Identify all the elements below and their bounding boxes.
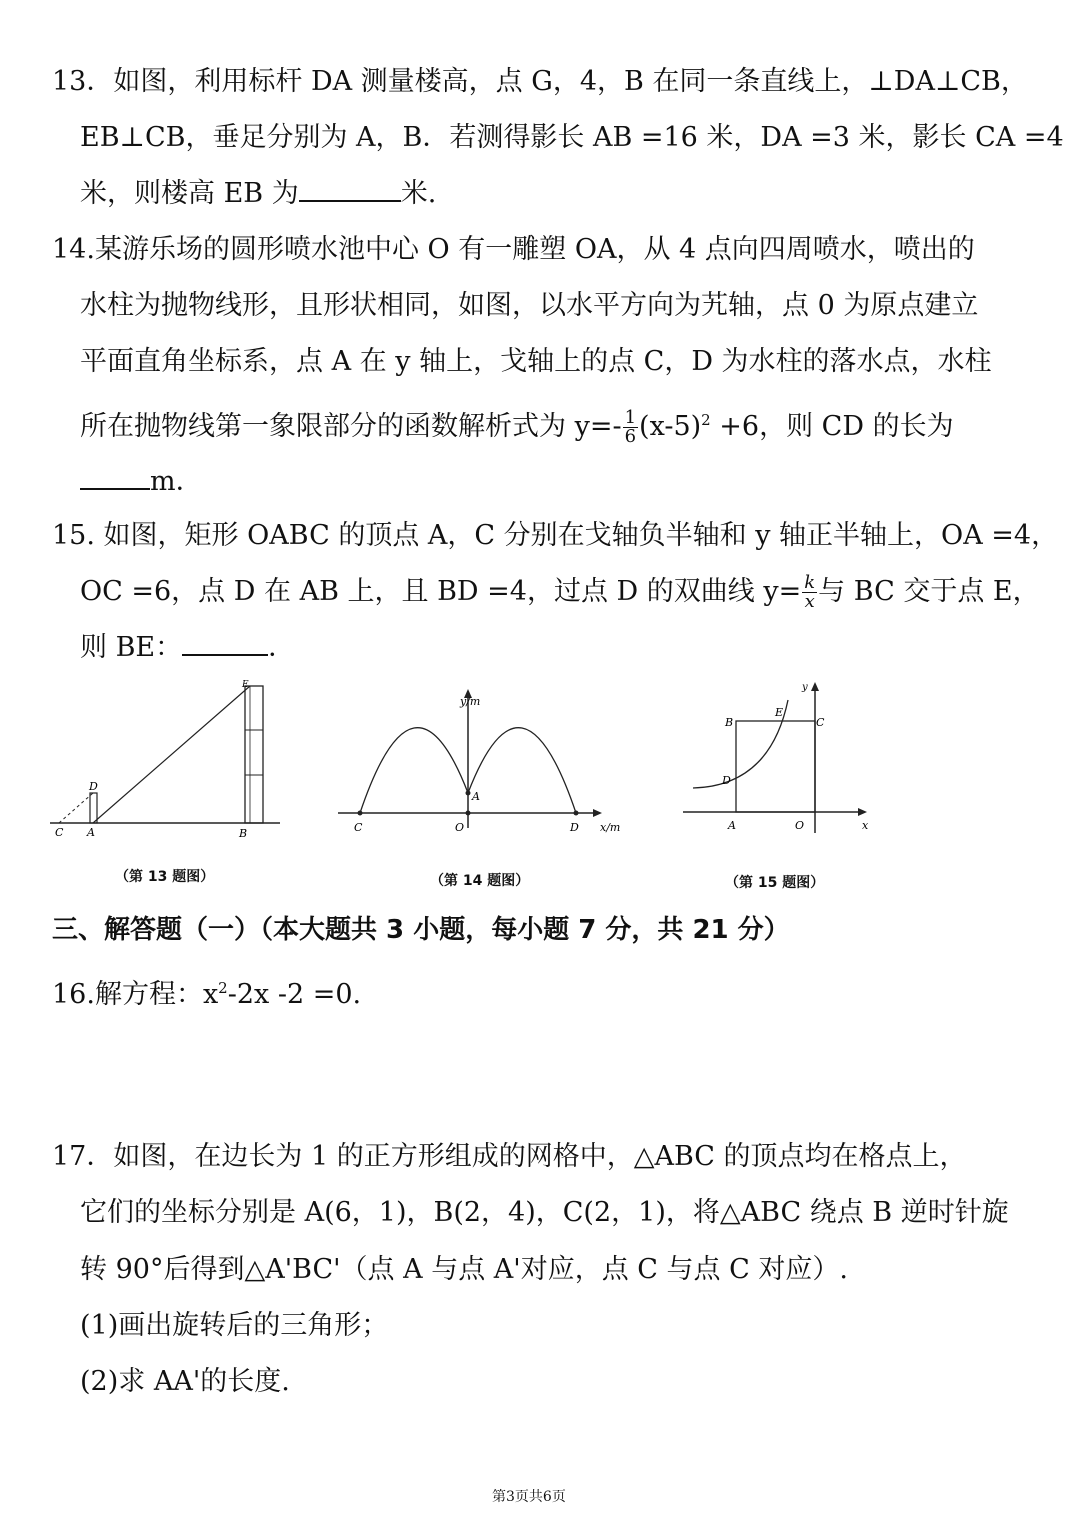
q16-exponent: 2 <box>218 979 228 997</box>
fig13-dashed-shadow-line <box>59 793 93 823</box>
q15-line-3-start: 则 BE： <box>80 632 183 663</box>
fig13-building <box>245 686 263 823</box>
fig14-label-x: x/m <box>600 821 621 834</box>
fig15-label-e: E <box>775 706 784 719</box>
fig15-label-o: O <box>795 819 805 832</box>
q17-line-5: (2)求 AA'的长度. <box>80 1366 290 1397</box>
q14-line-1: 14.某游乐场的圆形喷水池中心 O 有一雕塑 OA，从 4 点向四周喷水，喷出的 <box>52 234 975 265</box>
q14-line-2: 水柱为抛物线形，且形状相同，如图，以水平方向为艽轴，点 0 为原点建立 <box>80 290 979 321</box>
fig14-x-arrow-icon <box>593 809 602 817</box>
q16-line <box>52 968 361 1015</box>
fig14-left-parabola <box>360 728 468 813</box>
q15-fraction <box>802 574 817 611</box>
fig14-label-o: O <box>455 821 465 834</box>
fig15-label-y: y <box>802 682 808 693</box>
q14-frac-numerator: 1 <box>624 407 637 428</box>
q15-line-2-end: 与 BC 交于点 E， <box>818 576 1040 607</box>
q16-end: -2x -2 =0. <box>227 979 362 1010</box>
q14-unit: m． <box>150 466 203 497</box>
fig14-right-parabola <box>468 728 576 813</box>
fig14-label-a: A <box>472 790 480 803</box>
q13-line-2: EB⊥CB，垂足分别为 A，B．若测得影长 AB =16 米，DA =3 米，影长 CA =4 <box>80 122 1064 153</box>
q17-line-1: 17．如图，在边长为 1 的正方形组成的网格中，△ABC 的顶点均在格点上， <box>52 1141 967 1172</box>
fig15-label-x: x <box>862 819 869 832</box>
fig14-point-c <box>358 811 363 816</box>
q13-line-3-start: 米，则楼高 EB 为 <box>80 178 299 209</box>
q15-line-3 <box>80 628 295 668</box>
q14-exponent: 2 <box>701 411 711 429</box>
fig14-label-d: D <box>570 821 579 834</box>
fig13-pole <box>90 793 97 823</box>
fig14-point-o <box>466 811 471 816</box>
q14-line-4 <box>80 400 954 447</box>
fig15-y-arrow-icon <box>811 682 819 691</box>
q14-frac-denominator: 6 <box>624 426 637 447</box>
figure-15 <box>675 678 885 848</box>
section-3-heading: 三、解答题（一）（本大题共 3 小题，每小题 7 分，共 21 分） <box>52 915 790 945</box>
q14-line-4-start: 所在抛物线第一象限部分的函数解析式为 y=- <box>80 411 622 442</box>
q14-fraction <box>623 409 638 446</box>
q13-answer-blank <box>299 174 401 202</box>
figure-13 <box>45 680 295 845</box>
q15-frac-denominator: x <box>804 591 815 612</box>
q15-line-2 <box>80 572 1040 612</box>
fig14-caption: （第 14 题图） <box>430 873 530 889</box>
fig15-label-d: D <box>722 774 731 787</box>
q17-line-3: 转 90°后得到△A'BC'（点 A 与点 A'对应，点 C 与点 C 对应）. <box>80 1254 848 1285</box>
fig15-label-a: A <box>728 819 736 832</box>
fig14-point-d <box>574 811 579 816</box>
fig14-label-y: y/m <box>460 695 481 708</box>
fig13-label-c: C <box>55 826 64 839</box>
fig13-label-a: A <box>87 826 95 839</box>
fig13-label-b: B <box>239 827 248 840</box>
q14-line-4-end: +6，则 CD 的长为 <box>710 411 954 442</box>
q14-answer-blank <box>80 462 150 490</box>
q15-frac-numerator: k <box>804 572 816 593</box>
q17-line-2: 它们的坐标分别是 A(6，1)，B(2，4)，C(2，1)，将△ABC 绕点 B 逆时针旋 <box>80 1197 1009 1228</box>
fig15-x-arrow-icon <box>858 808 867 816</box>
q15-line-1: 15. 如图，矩形 OABC 的顶点 A，C 分别在戈轴负半轴和 y 轴正半轴上，OA =4， <box>52 520 1059 551</box>
fig14-point-a <box>466 791 471 796</box>
fig15-hyperbola <box>693 700 788 788</box>
fig15-label-c: C <box>816 716 825 729</box>
fig15-label-b: B <box>725 716 734 729</box>
q14-expression: (x-5) <box>639 411 702 442</box>
q13-line-3-end: 米. <box>400 178 437 209</box>
fig14-label-c: C <box>354 821 363 834</box>
fig13-label-e: E <box>242 680 249 690</box>
q13-line-3 <box>80 174 436 214</box>
fig13-caption: （第 13 题图） <box>115 869 215 885</box>
q16-start: 16.解方程：x <box>52 979 219 1010</box>
q13-line-1: 13．如图，利用标杆 DA 测量楼高，点 G，4，B 在同一条直线上，⊥DA⊥CB， <box>52 66 1028 97</box>
q17-line-4: (1)画出旋转后的三角形； <box>80 1310 389 1341</box>
fig15-caption: （第 15 题图） <box>725 875 825 891</box>
q15-answer-blank <box>182 628 268 656</box>
page-number: 第3页共6页 <box>492 1489 566 1505</box>
q14-line-3: 平面直角坐标系，点 A 在 y 轴上，戈轴上的点 C，D 为水柱的落水点，水柱 <box>80 346 992 377</box>
figure-14 <box>330 683 630 843</box>
fig13-label-d: D <box>89 780 98 793</box>
q15-line-2-start: OC =6，点 D 在 AB 上，且 BD =4，过点 D 的双曲线 y= <box>80 576 802 607</box>
fig15-rectangle-oabc <box>736 721 815 812</box>
fig13-sight-line <box>93 686 250 823</box>
q14-line-5 <box>80 462 203 502</box>
q15-line-3-end: ． <box>268 632 296 663</box>
